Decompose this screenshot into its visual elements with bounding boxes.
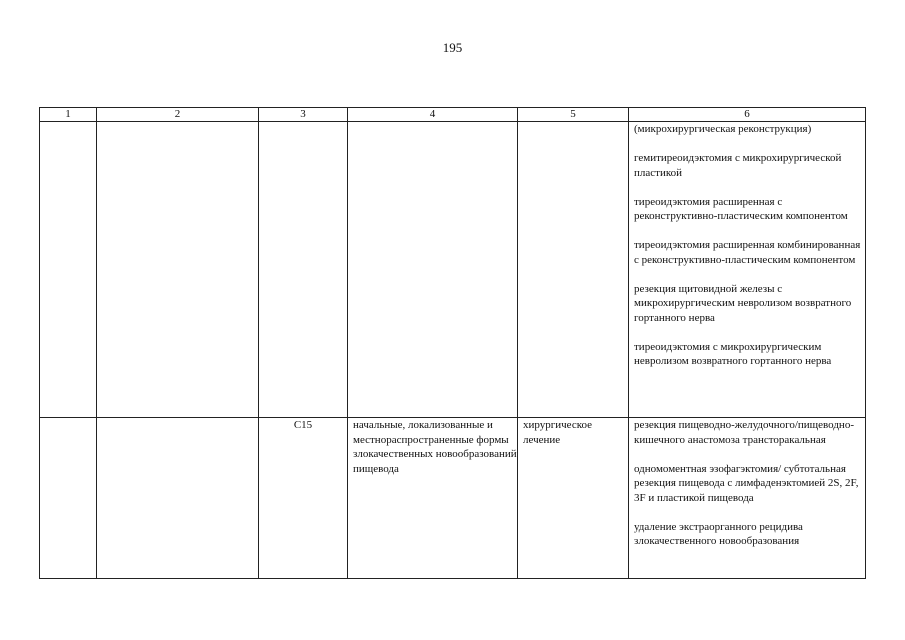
method-entry: одномоментная эзофагэктомия/ субтотальная резекция пищевода с лимфаденэктомией 2S, 2F, 3F и пластикой пищевода	[634, 462, 859, 504]
table-row	[40, 122, 866, 418]
column-header: 6	[629, 108, 866, 122]
method-entry: удаление экстраорганного рецидива злокачественного новообразования	[634, 520, 803, 547]
method-entry: (микрохирургическая реконструкция)	[634, 123, 812, 135]
icd-code-cell: С15	[259, 418, 348, 579]
method-entry: гемитиреоидэктомия с микрохирургической пластикой	[634, 152, 842, 179]
table-cell	[97, 418, 259, 579]
table-cell	[259, 122, 348, 418]
table-cell	[518, 122, 629, 418]
method-entry: тиреоидэктомия расширенная комбинированная с реконструктивно-пластическим компонентом	[634, 239, 861, 266]
table-row	[40, 418, 866, 579]
column-header: 1	[40, 108, 97, 122]
table-cell	[40, 122, 97, 418]
method-entry: резекция щитовидной железы с микрохирургическим невролизом возвратного гортанного нерва	[634, 282, 852, 324]
column-header: 3	[259, 108, 348, 122]
treatment-type-cell: хирургическое лечение	[518, 418, 629, 579]
method-entry: тиреоидэктомия с микрохирургическим невролизом возвратного гортанного нерва	[634, 340, 832, 367]
method-entry: тиреоидэктомия расширенная с реконструктивно-пластическим компонентом	[634, 195, 848, 222]
data-table	[39, 107, 866, 579]
column-header: 5	[518, 108, 629, 122]
method-entry: резекция пищеводно-желудочного/пищеводно-кишечного анастомоза трансторакальная	[634, 419, 854, 446]
page-number: 195	[442, 40, 463, 55]
column-header: 4	[348, 108, 518, 122]
table-cell	[40, 418, 97, 579]
treatment-methods-cell	[629, 122, 866, 418]
treatment-methods-cell	[629, 418, 866, 579]
table-header-row	[40, 108, 866, 122]
column-header: 2	[97, 108, 259, 122]
diagnosis-cell: начальные, локализованные и местнораспространенные формы злокачественных новообразований пищевода	[348, 418, 518, 579]
table-cell	[97, 122, 259, 418]
table-cell	[348, 122, 518, 418]
